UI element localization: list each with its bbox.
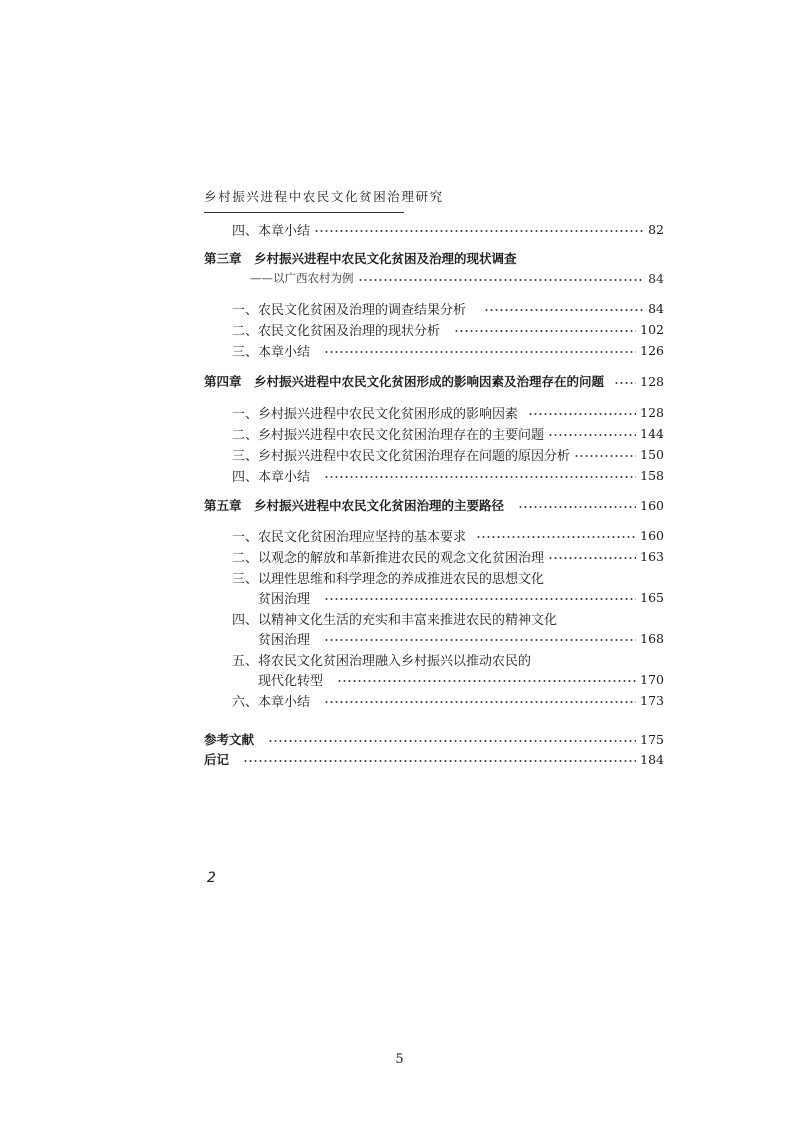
toc-entry[interactable]: 二、以观念的解放和革新推进农民的观念文化贫困治理 163 bbox=[232, 548, 664, 566]
toc-chapter-heading[interactable]: 参考文献 175 bbox=[204, 731, 664, 747]
toc-chapter-heading[interactable]: 第三章 乡村振兴进程中农民文化贫困及治理的现状调查 bbox=[204, 251, 517, 266]
toc-entry-subtitle[interactable]: ——以广西农村为例 84 bbox=[250, 270, 664, 286]
dot-leader bbox=[476, 536, 636, 538]
toc-chapter-heading[interactable]: 后记 184 bbox=[204, 751, 664, 767]
toc-entry-continuation[interactable]: 现代化转型 170 bbox=[258, 671, 664, 689]
toc-entry[interactable]: 三、本章小结 126 bbox=[232, 342, 664, 360]
toc-entry[interactable]: 五、将农民文化贫困治理融入乡村振兴以推动农民的 bbox=[232, 653, 532, 669]
toc-entry[interactable]: 二、农民文化贫困及治理的现状分析 102 bbox=[232, 321, 664, 339]
running-title: 乡村振兴进程中农民文化贫困治理研究 bbox=[204, 189, 444, 204]
toc-entry[interactable]: 一、农民文化贫困及治理的调查结果分析 84 bbox=[232, 300, 664, 318]
dot-leader bbox=[268, 740, 636, 742]
toc-entry[interactable]: 四、本章小结 82 bbox=[232, 221, 664, 239]
toc-chapter-heading[interactable]: 第四章 乡村振兴进程中农民文化贫困形成的影响因素及治理存在的问题 128 bbox=[204, 373, 664, 389]
toc-entry-continuation[interactable]: 贫困治理 165 bbox=[258, 589, 664, 607]
dot-leader bbox=[243, 760, 636, 762]
toc-entry[interactable]: 三、以理性思维和科学理念的养成推进农民的思想文化 bbox=[232, 571, 545, 587]
page-number: 5 bbox=[395, 1052, 404, 1067]
dot-leader bbox=[518, 506, 636, 508]
dot-leader bbox=[314, 230, 644, 232]
dot-leader bbox=[324, 639, 636, 641]
dot-leader bbox=[548, 434, 636, 436]
dot-leader bbox=[324, 701, 636, 703]
dot-leader bbox=[324, 351, 636, 353]
toc-chapter-heading[interactable]: 第五章 乡村振兴进程中农民文化贫困治理的主要路径 160 bbox=[204, 497, 664, 513]
dot-leader bbox=[324, 476, 636, 478]
toc-entry[interactable]: 一、乡村振兴进程中农民文化贫困形成的影响因素 128 bbox=[232, 404, 664, 422]
toc-entry[interactable]: 四、本章小结 158 bbox=[232, 467, 664, 485]
dot-leader bbox=[614, 382, 636, 384]
dot-leader bbox=[358, 279, 645, 281]
dot-leader bbox=[548, 557, 636, 559]
toc-entry[interactable]: 六、本章小结 173 bbox=[232, 692, 664, 710]
dot-leader bbox=[528, 413, 636, 415]
toc-entry[interactable]: 三、乡村振兴进程中农民文化贫困治理存在问题的原因分析 150 bbox=[232, 446, 664, 464]
toc-entry[interactable]: 四、以精神文化生活的充实和丰富来推进农民的精神文化 bbox=[232, 612, 558, 628]
dot-leader bbox=[324, 598, 636, 600]
dot-leader bbox=[574, 455, 636, 457]
dot-leader bbox=[484, 309, 644, 311]
toc-entry[interactable]: 一、农民文化贫困治理应坚持的基本要求 160 bbox=[232, 527, 664, 545]
toc-entry[interactable]: 二、乡村振兴进程中农民文化贫困治理存在的主要问题 144 bbox=[232, 425, 664, 443]
stamp-number: 2 bbox=[207, 870, 216, 886]
toc-entry-continuation[interactable]: 贫困治理 168 bbox=[258, 630, 664, 648]
dot-leader bbox=[337, 680, 636, 682]
dot-leader bbox=[454, 330, 636, 332]
running-header bbox=[204, 187, 444, 213]
